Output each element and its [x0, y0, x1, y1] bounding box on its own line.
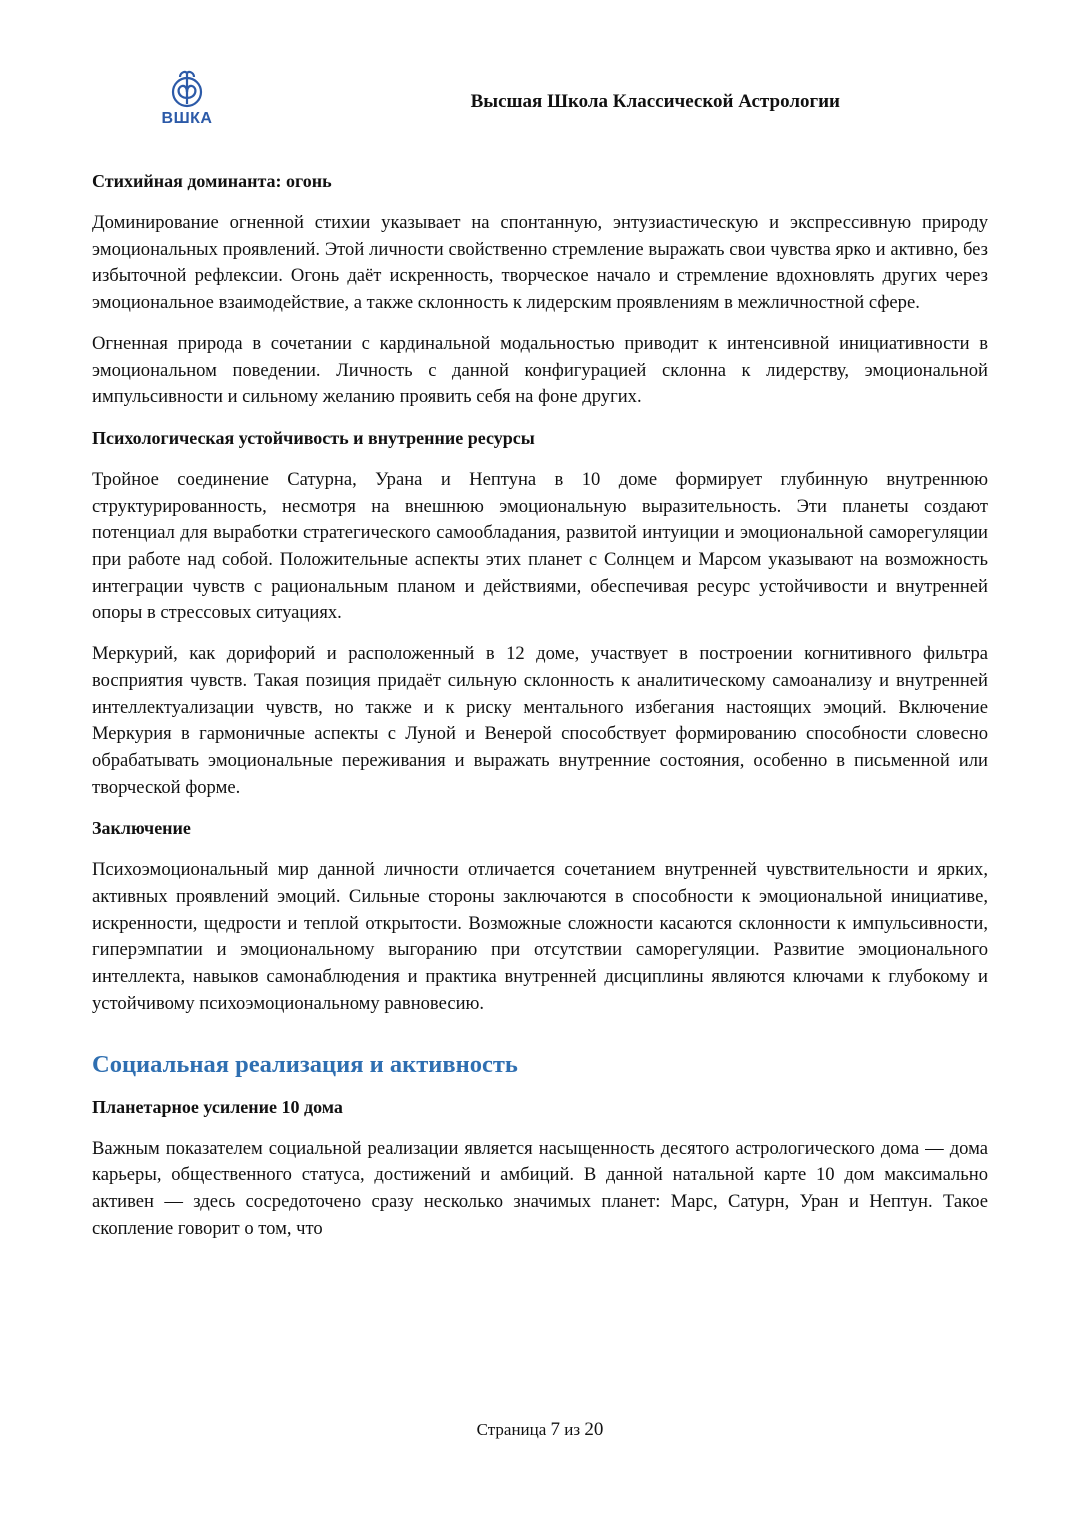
section-paragraph: Психоэмоциональный мир данной личности отличается сочетанием внутренней чувствительности и ярких, активных проявлений эмоций. Сильные стороны заключаются в способности к эмоциональной инициативе, искренности, щедрости и теплой открытости. Возможные сложности касаются склонности к импульсивности, гиперэмпатии и эмоциональному выгоранию при отсутствии саморегуляции. Развитие эмоционального интеллекта, навыков самонаблюдения и практика внутренней дисциплины являются ключами к глубокому и устойчивому психоэмоциональному равновесию. [92, 859, 988, 1014]
section-heading-fire: Стихийная доминанта: огонь [92, 171, 332, 191]
logo-text: ВШКА [161, 110, 213, 127]
page-header [0, 0, 1080, 140]
chapter-subheading: Планетарное усиление 10 дома [92, 1096, 343, 1117]
section-paragraph: Тройное соединение Сатурна, Урана и Нептуна в 10 доме формирует глубинную внутреннюю структурированность, несмотря на внешнюю эмоциональную выразительность. Эти планеты создают потенциал для выработки стратегического самообладания, развитой интуиции и эмоциональной саморегуляции при работе над собой. Положительные аспекты этих планет с Солнцем и Марсом указывают на возможность интеграции чувств с рациональным планом и действиями, обеспечивая ресурс устойчивости и внутренней опоры в стрессовых ситуациях. [92, 468, 988, 624]
chapter-title: Социальная реализация и активность [92, 1050, 518, 1078]
section-heading-resilience: Психологическая устойчивость и внутренние ресурсы [92, 427, 535, 448]
page-label: Страница [476, 1420, 547, 1439]
section-paragraph: Доминирование огненной стихии указывает на спонтанную, энтузиастическую и экспрессивную природу эмоциональных проявлений. Этой личности свойственно стремление выражать свои чувства ярко и активно, без избыточной рефлексии. Огонь даёт искренность, творческое начало и стремление вдохновлять других через эмоциональное взаимодействие, а также склонность к лидерским проявлениям в межличностной сфере. [92, 212, 988, 314]
section-paragraph: Меркурий, как дорифорий и расположенный в 12 доме, участвует в построении когнитивного фильтра восприятия чувств. Такая позиция придаёт сильную склонность к аналитическому самоанализу и внутренней интеллектуализации чувств, но также и к риску ментального избегания настоящих эмоций. Включение Меркурия в гармоничные аспекты с Луной и Венерой способствует формированию способности словесно обрабатывать эмоциональные переживания и выражать внутренние состояния, особенно в письменной или творческой форме. [92, 643, 988, 798]
section-heading-conclusion: Заключение [92, 818, 191, 839]
chapter-paragraph: Важным показателем социальной реализации является насыщенность десятого астрологического дома — дома карьеры, общественного статуса, достижений и амбиций. В данной натальной карте 10 дом максимально активен — здесь сосредоточено сразу несколько значимых планет: Марс, Сатурн, Уран и Нептун. Такое скопление говорит о том, что [92, 1137, 988, 1239]
section-paragraph: Огненная природа в сочетании с кардинальной модальностью приводит к интенсивной инициативности в эмоциональном поведении. Личность с данной конфигурацией склонна к лидерству, эмоциональной импульсивности и сильному желанию проявить себя на фоне других. [92, 332, 988, 408]
total-pages-number: 20 [584, 1419, 604, 1440]
page-footer [0, 1418, 1080, 1442]
page-separator: из [564, 1420, 581, 1439]
document-body [92, 168, 988, 1256]
school-name: Высшая Школа Классической Астрологии [470, 91, 840, 112]
current-page-number: 7 [550, 1419, 561, 1440]
